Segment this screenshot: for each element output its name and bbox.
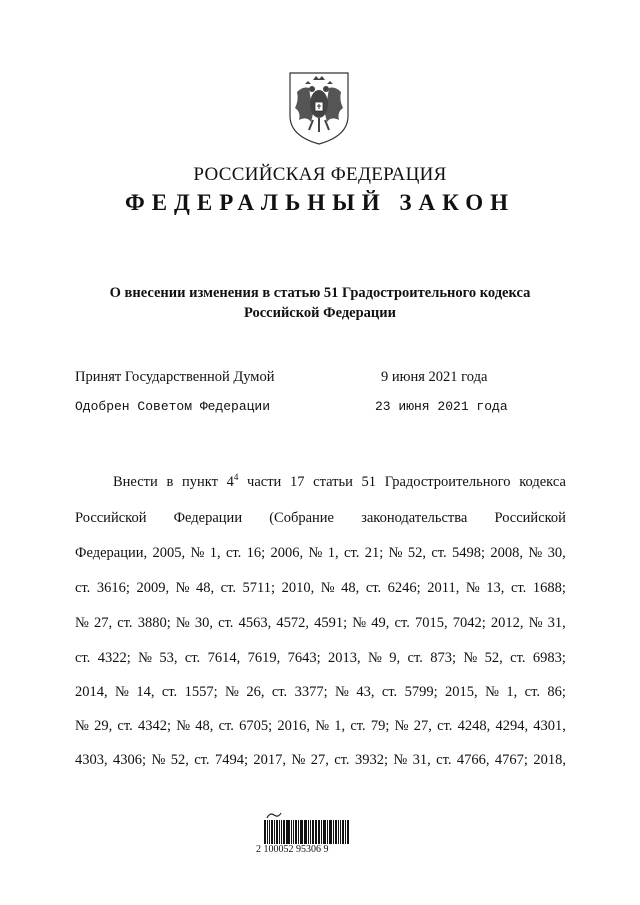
word: 4591; [314,615,348,631]
word: 26, [246,684,265,700]
word: 13, [486,580,505,596]
barcode-bar [315,820,316,844]
word: 2006, [270,545,304,561]
word: законодательства [361,510,468,526]
barcode-bar [300,820,301,844]
barcode-bar [333,820,334,844]
word: № [225,684,239,700]
word: ст. [524,684,540,700]
word: 4294, [495,718,529,734]
barcode-bar [286,820,287,844]
word: ст. [436,752,452,768]
council-approval-label: Одобрен Советом Федерации [75,399,271,414]
word: 9, [389,650,401,666]
word: 2018, [533,752,566,768]
word: № [175,615,190,631]
word: 48, [196,580,215,596]
barcode-bar [301,820,303,844]
word: 2008, [490,545,524,561]
barcode-bar [269,820,270,844]
word: 17 [289,474,305,490]
word: 2015, [445,684,478,700]
barcode-bar [335,820,337,844]
word: 2014, [75,684,108,700]
word: 3932; [354,752,388,768]
word: ст. [407,650,423,666]
barcode-bar [267,820,268,844]
word: Градостроительного [384,474,511,490]
barcode-bar [330,820,332,844]
barcode-bar [318,820,320,844]
word: 1688; [532,580,566,596]
word: 31, [412,752,431,768]
word: 16; [246,545,266,561]
word: 2010, [281,580,315,596]
word: 6705; [239,718,273,734]
word: 2012, [490,615,524,631]
word: 29, [94,718,113,734]
word: 4301, [533,718,566,734]
body-line-4 [75,580,566,600]
word: 873; [430,650,457,666]
word: 3377; [294,684,328,700]
barcode-bar [276,820,278,844]
word: 4766, [456,752,490,768]
word: № [190,545,205,561]
superscript: 4 [233,472,239,483]
word: 2013, [328,650,361,666]
word: № [308,545,323,561]
barcode-bar [312,820,314,844]
barcode-bar [287,820,290,844]
word: № [368,650,382,666]
barcode-bar [347,820,349,844]
barcode-bar [271,820,274,844]
word: ст. [510,650,526,666]
word: № [115,684,129,700]
word: 2005, [152,545,186,561]
word: 27, [93,615,113,631]
word: ст. [218,718,234,734]
word: 52, [407,545,426,561]
word: 31, [547,615,566,631]
word: № [320,580,335,596]
word: 4322; [97,650,131,666]
word: 5799; [404,684,438,700]
word: ст. [431,545,447,561]
word: Федерации, [75,545,148,561]
word: 30, [194,615,213,631]
word: пункт [181,474,218,490]
word: № [465,580,480,596]
word: 4767; [494,752,528,768]
word: 52, [484,650,503,666]
barcode-bar [342,820,345,844]
body-line-1 [113,474,566,494]
barcode-bar [304,820,307,844]
word: ст. [334,752,350,768]
word: ст. [365,580,382,596]
word: № [463,650,478,666]
body-line-7 [75,684,566,704]
word: 43, [356,684,375,700]
word: № [388,545,403,561]
word: № [138,650,152,666]
barcode-bar [295,820,297,844]
word: № [394,718,409,734]
word: 7042; [452,615,486,631]
barcode-bar [310,820,311,844]
word: ст. [437,718,453,734]
word: статьи [313,474,353,490]
barcode [256,812,362,855]
barcode-bar [264,820,266,844]
word: 7643; [287,650,321,666]
word: ст. [271,684,288,700]
word: 27, [413,718,432,734]
barcode-bar [281,820,282,844]
word: 5498; [452,545,486,561]
word: ст. [510,580,527,596]
word: 6983; [532,650,566,666]
word: ст. [350,718,366,734]
body-line-9 [75,752,566,772]
word: 21; [364,545,384,561]
word: № [335,684,349,700]
word: ст. [75,580,91,596]
word: ст. [394,615,410,631]
barcode-bar [293,820,294,844]
word: ст. [161,684,178,700]
body-line-2 [75,510,566,530]
word: $4^4$ [226,472,239,490]
word: 2017, [253,752,287,768]
word: кодекса [519,474,566,490]
body-line-3 [75,545,566,565]
word: 2016, [277,718,310,734]
word: 27, [310,752,329,768]
word: ст. [220,580,236,596]
word: ст. [117,615,133,631]
word: 1, [506,684,518,700]
word: ст. [117,718,133,734]
word: 7619, [247,650,281,666]
barcode-bar [321,820,322,844]
word: ст. [184,650,201,666]
coat-of-arms-icon [287,70,351,146]
word: 6246; [387,580,421,596]
word: 2009, [136,580,170,596]
barcode-bar [338,820,339,844]
word: Российской [494,510,566,526]
barcode-bar [308,820,309,844]
word: Российской [75,510,147,526]
word: 7614, [207,650,241,666]
law-title-line-2: Российской Федерации [243,305,396,321]
word: 2011, [427,580,460,596]
barcode-bar [274,820,275,844]
barcode-bar [340,820,341,844]
word: 5711; [242,580,276,596]
word: 86; [547,684,566,700]
barcode-bar [345,820,346,844]
word: № [315,718,330,734]
body-line-6 [75,650,566,670]
word: № [352,615,367,631]
word: 4303, [75,752,108,768]
word: в [166,474,174,490]
word: Внести [113,474,158,490]
barcode-bar [329,820,330,844]
word: части [247,474,282,490]
body-line-8 [75,718,566,738]
word: 4306; [113,752,147,768]
word: 7494; [214,752,248,768]
word: № [528,545,543,561]
word: № [291,752,306,768]
word: 52, [170,752,189,768]
word: 4248, [457,718,491,734]
word: 7015, [414,615,448,631]
word: 4342; [137,718,171,734]
barcode-bars [264,820,352,844]
country-title: РОССИЙСКАЯ ФЕДЕРАЦИЯ [193,164,447,185]
word: ст. [344,545,360,561]
duma-adoption-date: 9 июня 2021 года [381,369,488,385]
word: 30, [547,545,566,561]
word: № [393,752,408,768]
word: № [175,580,190,596]
word: 51 [361,474,377,490]
barcode-bar [323,820,326,844]
word: № [151,752,166,768]
duma-adoption-label: Принят Государственной Думой [75,369,275,385]
word: 48, [195,718,214,734]
barcode-number: 2 100052 95306 9 [256,844,329,855]
law-title-line-1: О внесении изменения в статью 51 Градостроительного кодекса [109,285,531,301]
word: 14, [136,684,155,700]
word: 4563, [238,615,272,631]
word: 48, [341,580,360,596]
word: 1557; [184,684,218,700]
law-type-heading: ФЕДЕРАЛЬНЫЙ ЗАКОН [124,190,516,215]
word: ст. [225,545,242,561]
word: 4572, [276,615,309,631]
word: ст. [194,752,210,768]
body-line-5 [75,615,566,635]
word: 3880; [137,615,171,631]
word: 3616; [96,580,130,596]
barcode-bar [279,820,280,844]
barcode-bar [327,820,328,844]
law-title [60,283,580,323]
word: Федерации [173,510,243,526]
word: 1, [327,545,339,561]
word: 53, [159,650,178,666]
word: № [528,615,543,631]
word: 79; [370,718,390,734]
word: № [485,684,499,700]
council-approval-date: 23 июня 2021 года [375,399,508,414]
word: № [176,718,191,734]
word: 1, [209,545,221,561]
barcode-bar [291,820,292,844]
barcode-logo-icon [266,812,282,819]
barcode-bar [283,820,285,844]
word: ст. [218,615,234,631]
word: 49, [371,615,390,631]
word: 1, [334,718,346,734]
barcode-bar [298,820,299,844]
word: № [75,615,89,631]
barcode-bar [316,820,317,844]
word: ст. [75,650,91,666]
word: № [75,718,89,734]
word: (Собрание [269,510,334,526]
word: ст. [381,684,398,700]
